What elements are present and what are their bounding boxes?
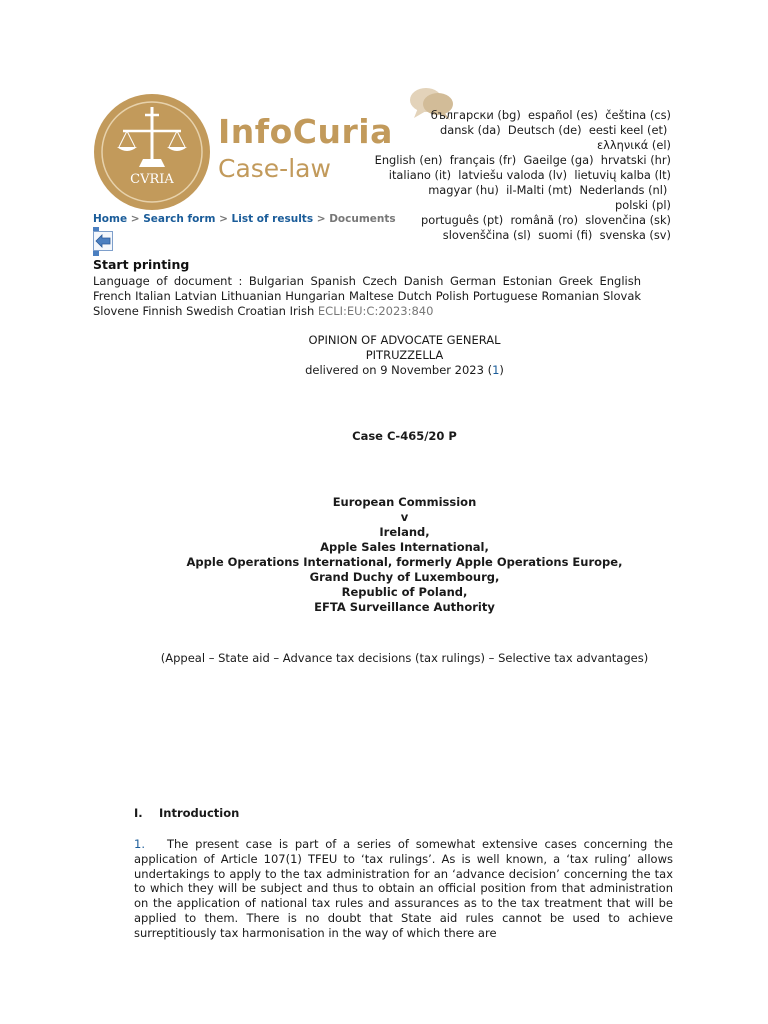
paragraph-number[interactable]: 1.: [134, 837, 145, 851]
brand-title: InfoCuria: [218, 112, 393, 151]
case-number: Case C‑465/20 P: [352, 429, 457, 443]
lang-link-nl[interactable]: Nederlands (nl): [579, 183, 668, 197]
party: Grand Duchy of Luxembourg,: [309, 570, 500, 584]
breadcrumb-current: Documents: [329, 213, 396, 225]
lang-link-sl[interactable]: slovenščina (sl): [442, 228, 532, 242]
doc-lang-et[interactable]: Estonian: [502, 274, 553, 288]
lang-link-mt[interactable]: il-Malti (mt): [506, 183, 573, 197]
lang-link-cs[interactable]: čeština (cs): [605, 108, 671, 122]
lang-link-lt[interactable]: lietuvių kalba (lt): [574, 168, 671, 182]
breadcrumb-list-of-results[interactable]: List of results: [231, 213, 314, 225]
party: European Commission: [332, 495, 477, 509]
doc-lang-fi[interactable]: Finnish: [142, 303, 183, 318]
doc-lang-el[interactable]: Greek: [558, 274, 593, 288]
section-heading: [134, 806, 239, 820]
lang-link-bg[interactable]: български (bg): [430, 108, 521, 122]
doc-lang-ga[interactable]: Irish: [289, 303, 315, 318]
doc-lang-it[interactable]: Italian: [135, 288, 171, 303]
doc-lang-pl[interactable]: Polish: [435, 288, 469, 303]
lang-link-sk[interactable]: slovenčina (sk): [585, 213, 671, 227]
doc-lang-sk[interactable]: Slovak: [602, 288, 642, 303]
lang-link-es[interactable]: español (es): [528, 108, 598, 122]
party: v: [400, 510, 409, 524]
language-selector: [371, 108, 671, 243]
lang-link-ro[interactable]: română (ro): [510, 213, 579, 227]
svg-text:CVRIA: CVRIA: [130, 172, 174, 187]
back-arrow-icon: [94, 232, 112, 250]
lang-link-de[interactable]: Deutsch (de): [507, 123, 582, 137]
delivery-date: [93, 363, 716, 378]
lang-link-ga[interactable]: Gaeilge (ga): [523, 153, 594, 167]
doc-lang-nl[interactable]: Dutch: [397, 288, 432, 303]
footnote-link[interactable]: 1: [492, 363, 500, 377]
lang-link-hr[interactable]: hrvatski (hr): [600, 153, 671, 167]
party: Apple Sales International,: [320, 540, 489, 554]
delivery-date-text: delivered on 9 November 2023 (: [305, 363, 493, 377]
opinion-title: OPINION OF ADVOCATE GENERAL: [308, 333, 501, 347]
case-subject: (Appeal – State aid – Advance tax decisions (tax rulings) – Selective tax advantages): [160, 651, 649, 665]
section-number: I.: [134, 806, 143, 820]
delivery-date-close: ): [499, 363, 504, 377]
doc-lang-mt[interactable]: Maltese: [348, 288, 394, 303]
lang-link-da[interactable]: dansk (da): [439, 123, 501, 137]
doc-lang-pt[interactable]: Portuguese: [472, 288, 538, 303]
doc-lang-sl[interactable]: Slovene: [93, 303, 139, 318]
breadcrumb-separator: >: [130, 213, 140, 225]
breadcrumb-home[interactable]: Home: [93, 213, 128, 225]
doc-lang-hr[interactable]: Croatian: [237, 303, 286, 318]
lang-link-it[interactable]: italiano (it): [388, 168, 452, 182]
doc-lang-sv[interactable]: Swedish: [186, 303, 234, 318]
doc-lang-es[interactable]: Spanish: [310, 274, 356, 288]
parties-list: [93, 495, 716, 615]
back-button[interactable]: [93, 231, 113, 251]
opinion-header: [93, 333, 716, 378]
breadcrumb: [93, 213, 396, 225]
start-printing-link[interactable]: Start printing: [93, 257, 190, 272]
lang-link-el[interactable]: ελληνικά (el): [597, 138, 671, 152]
doc-lang-da[interactable]: Danish: [403, 274, 444, 288]
breadcrumb-search-form[interactable]: Search form: [143, 213, 216, 225]
cvria-logo[interactable]: [93, 93, 211, 211]
doc-lang-ro[interactable]: Romanian: [541, 288, 600, 303]
lang-link-hu[interactable]: magyar (hu): [428, 183, 499, 197]
lang-link-fr[interactable]: français (fr): [449, 153, 517, 167]
breadcrumb-separator: >: [316, 213, 326, 225]
lang-link-lv[interactable]: latviešu valoda (lv): [458, 168, 568, 182]
paragraph: [134, 837, 673, 941]
paragraph-text: The present case is part of a series of somewhat extensive cases concerning the application of Article 107(1) TFEU to ‘tax rulings’. As is well known, a ‘tax ruling’ allows undertakings to apply to the tax administration for an ‘advance decision’ concerning the tax to which they will be subject and thus to obtain an official position from that administration on the application of national tax rules and assurances as to the tax treatment that will be applied to them. There is no doubt that State aid rules cannot be used to achieve surreptitiously tax harmonisation in the way of which there are: [134, 837, 673, 940]
doc-lang-en[interactable]: English: [599, 274, 642, 288]
doc-lang-cs[interactable]: Czech: [362, 274, 398, 288]
party: Apple Operations International, formerly Apple Operations Europe,: [186, 555, 623, 569]
doc-lang-fr[interactable]: French: [93, 288, 132, 303]
party: EFTA Surveillance Authority: [314, 600, 495, 614]
doc-lang-lt[interactable]: Lithuanian: [220, 288, 282, 303]
party: Ireland,: [379, 525, 430, 539]
breadcrumb-separator: >: [219, 213, 228, 225]
lang-link-en[interactable]: English (en): [374, 153, 443, 167]
document-languages: [93, 274, 641, 318]
brand-subtitle: Case-law: [218, 154, 331, 183]
lang-link-et[interactable]: eesti keel (et): [588, 123, 668, 137]
doc-lang-bg[interactable]: Bulgarian: [248, 274, 304, 288]
section-title: Introduction: [159, 806, 240, 820]
doc-lang-de[interactable]: German: [449, 274, 497, 288]
advocate-general-name: PITRUZZELLA: [365, 348, 444, 362]
doc-lang-hu[interactable]: Hungarian: [285, 288, 346, 303]
lang-link-sv[interactable]: svenska (sv): [599, 228, 671, 242]
document-language-label: Language of document :: [93, 274, 243, 288]
party: Republic of Poland,: [341, 585, 468, 599]
doc-lang-lv[interactable]: Latvian: [174, 288, 217, 303]
ecli-identifier: ECLI:EU:C:2023:840: [317, 303, 434, 318]
corner-marker: [93, 251, 99, 256]
lang-link-pl[interactable]: polski (pl): [615, 198, 671, 212]
lang-link-pt[interactable]: português (pt): [421, 213, 504, 227]
lang-link-fi[interactable]: suomi (fi): [538, 228, 593, 242]
